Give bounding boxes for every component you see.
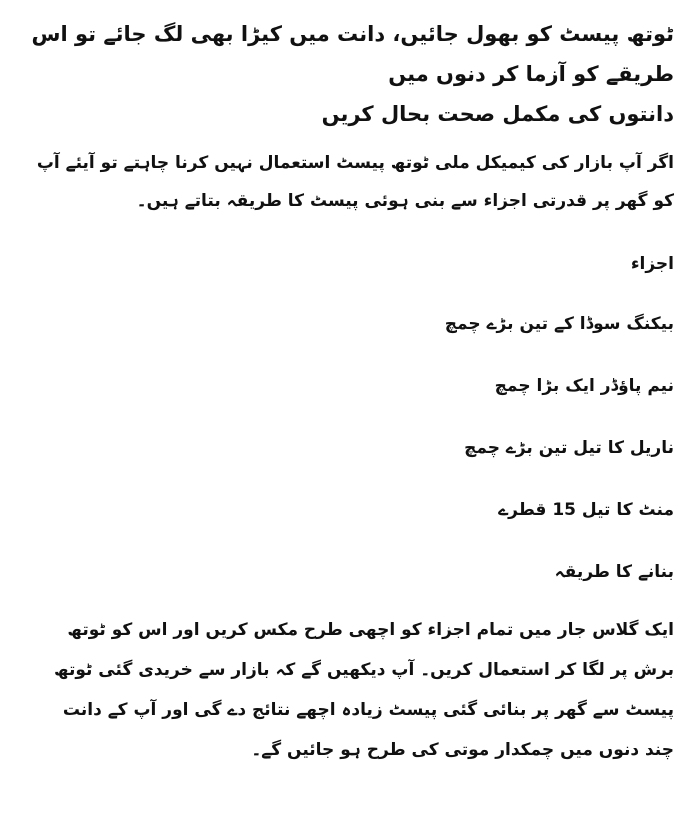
method-heading: بنانے کا طریقہ: [554, 562, 674, 582]
ingredient-item: منٹ کا تیل 15 قطرے: [498, 500, 674, 520]
method-paragraph: ایک گلاس جار میں تمام اجزاء کو اچھی طرح مکس کریں اور اس کو ٹوتھ برش پر لگا کر استعمال کریں۔ آپ دیکھیں گے کہ بازار سے خریدی گئی ٹوتھ پیسٹ سے گھر پر بنائی گئی پیسٹ زیادہ اچھے نتائج دے گی اور آپ کے دانت چند دنوں میں چمکدار موتی کی طرح ہو جائیں گے۔: [54, 620, 674, 760]
intro-paragraph: اگر آپ بازار کی کیمیکل ملی ٹوتھ پیسٹ استعمال نہیں کرنا چاہتے تو آیئے آپ کو گھر پر قدرتی اجزاء سے بنی ہوئی پیسٹ کا طریقہ بتاتے ہیں۔: [36, 153, 674, 211]
ingredients-heading: اجزاء: [630, 254, 674, 274]
ingredient-item: بیکنگ سوڈا کے تین بڑے چمچ: [444, 314, 674, 334]
ingredient-item: ناریل کا تیل تین بڑے چمچ: [464, 438, 674, 458]
ingredient-item: نیم پاؤڈر ایک بڑا چمچ: [494, 376, 674, 396]
ingredients-list: [28, 306, 674, 528]
article-title: ٹوتھ پیسٹ کو بھول جائیں، دانت میں کیڑا بھی لگ جائے تو اس طریقے کو آزما کر دنوں میں دانتوں کی مکمل صحت بحال کریں: [31, 22, 674, 126]
